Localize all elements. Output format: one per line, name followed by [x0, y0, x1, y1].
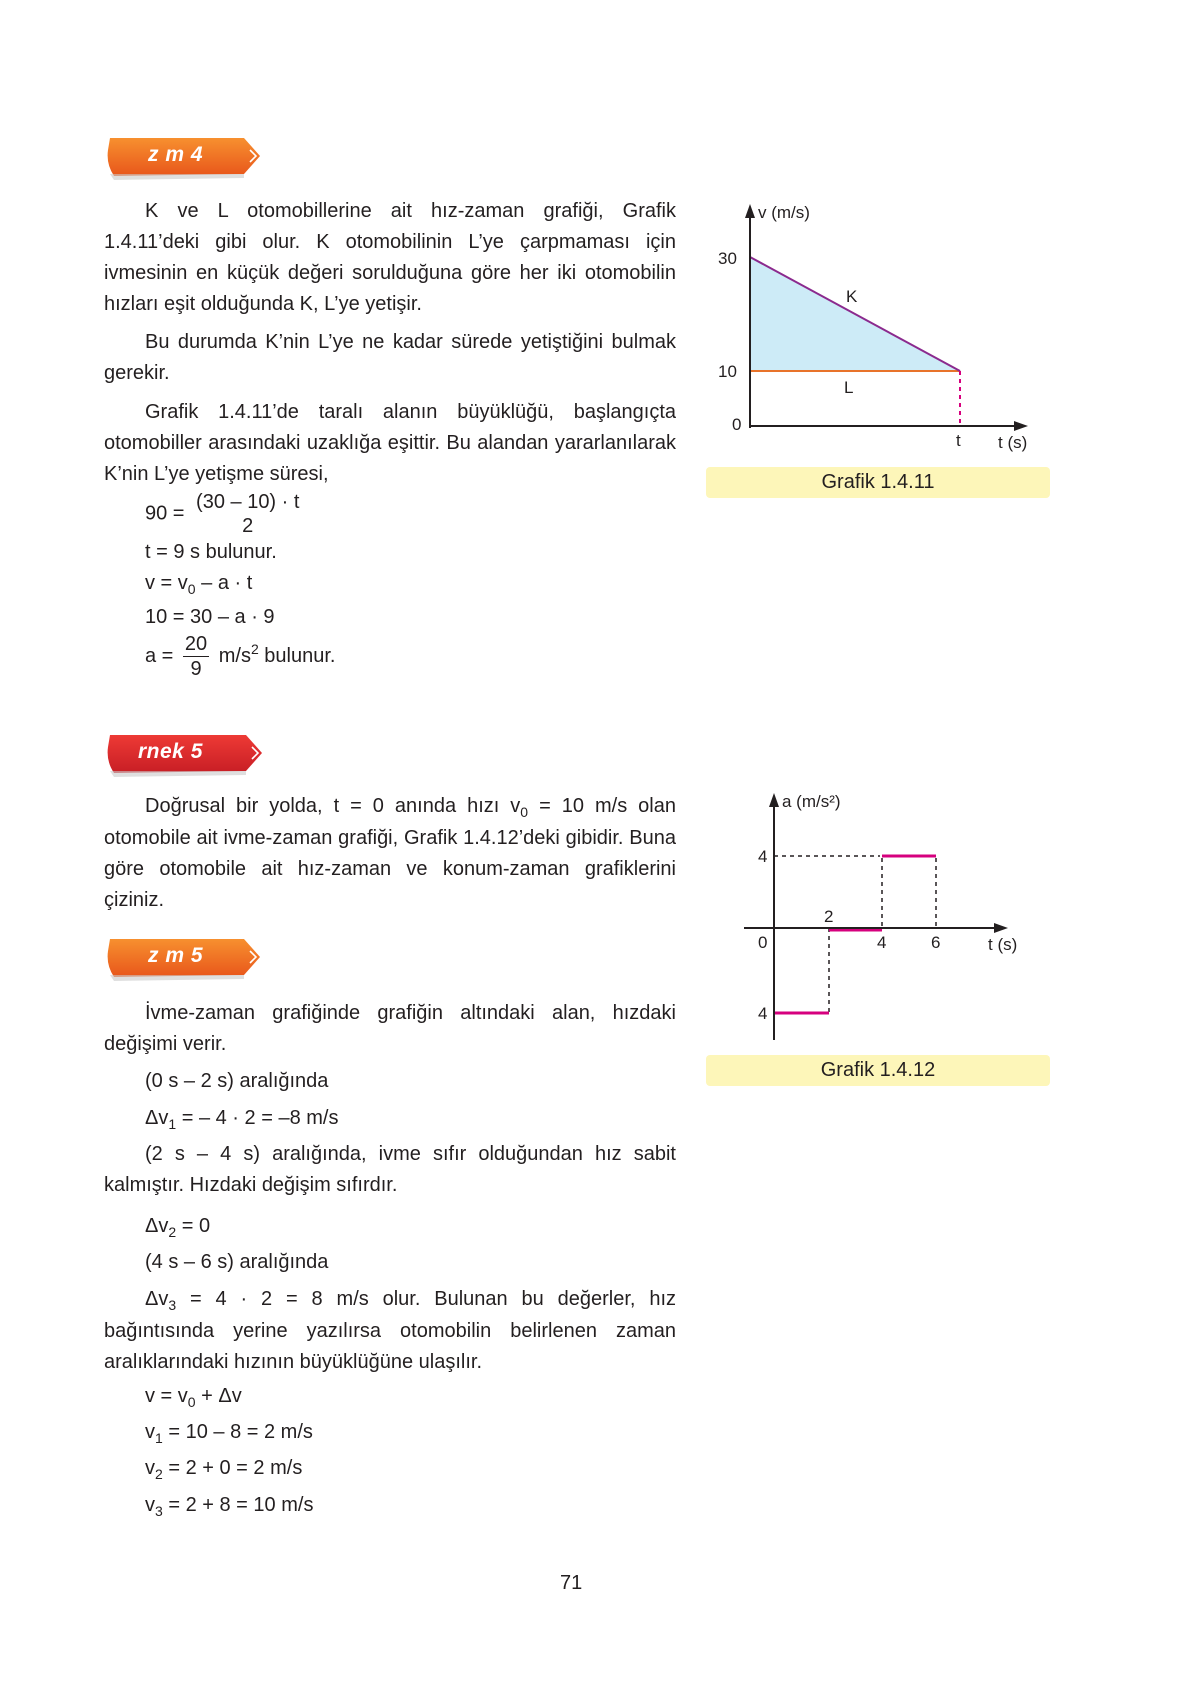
cozum4-equation-2: t = 9 s bulunur. [145, 541, 277, 563]
cozum4-tag-label: z m 4 [148, 143, 204, 166]
cozum5-p1-text: İvme-zaman grafiğinde grafiğin altındaki alan, hızdaki değişimi verir. [104, 1002, 676, 1055]
l5-part-a: v = v [145, 1385, 188, 1407]
y-tick-4-positive: 4 [758, 847, 768, 866]
v-axis-arrow-icon [745, 204, 755, 218]
eq5-unit: m/s [218, 644, 251, 667]
cozum5-p2-text: (2 s – 4 s) aralığında, ivme sıfır olduğundan hız sabit kalmıştır. Hızdaki değişim sıfırdır. [104, 1143, 676, 1196]
cozum4-equation-1 [145, 490, 305, 538]
cozum5-line-3 [145, 1211, 210, 1243]
cozum5-line-7 [145, 1453, 302, 1485]
l2-part-a: Δv [145, 1107, 169, 1129]
ornek5-tag [104, 731, 264, 779]
ornek5-paragraph [104, 791, 676, 916]
eq5-numerator: 20 [184, 633, 208, 655]
cozum4-p2-text: Bu durumda K’nin L’ye ne kadar sürede yetiştiğini bulmak gerekir. [104, 331, 676, 384]
p3-part-a: Δv [145, 1288, 169, 1310]
eq1-lhs: 90 = [145, 502, 185, 525]
cozum5-line-2 [145, 1103, 338, 1135]
eq5-superscript: 2 [250, 640, 259, 657]
graph-1-4-11-caption: Grafik 1.4.11 [706, 467, 1050, 498]
eq5-tail: bulunur. [258, 644, 336, 667]
l3-part-a: Δv [145, 1215, 169, 1237]
l6-part-a: v [145, 1421, 155, 1443]
l2-subscript: 1 [168, 1116, 177, 1132]
origin-label: 0 [758, 933, 768, 952]
graph-1-4-12 [700, 785, 1050, 1045]
t-axis-arrow-icon [994, 923, 1008, 933]
ornek5-p1-part-a: Doğrusal bir yolda, t = 0 anında hızı v [145, 795, 521, 817]
l7-subscript: 2 [155, 1466, 163, 1482]
cozum4-tag [104, 134, 264, 182]
origin-label: 0 [732, 415, 742, 434]
l6-subscript: 1 [155, 1430, 163, 1446]
cozum5-line-4: (4 s – 6 s) aralığında [145, 1251, 329, 1273]
L-label: L [844, 378, 854, 397]
y-tick-4-negative: 4 [758, 1004, 768, 1023]
cozum4-p3-text: Grafik 1.4.11’de taralı alanın büyüklüğü, başlangıçta otomobiller arasındaki uzaklığa eşittir. Bu alandan yararlanılarak K’nin L’ye yetişme süresi, [104, 401, 676, 485]
ornek5-tag-label: rnek 5 [138, 740, 203, 763]
x-tick-6: 6 [931, 933, 941, 952]
l2-part-b: = – 4 · 2 = –8 m/s [176, 1107, 339, 1129]
eq5-lhs: a = [145, 644, 174, 667]
t-axis-arrow-icon [1014, 421, 1028, 431]
ornek5-p1-subscript: 0 [520, 804, 529, 820]
cozum4-equation-5 [145, 632, 335, 681]
l5-part-b: + Δv [195, 1385, 242, 1407]
eq3-part-a: v = v [145, 572, 188, 594]
l7-part-a: v [145, 1457, 155, 1479]
cozum4-equation-3 [145, 568, 252, 600]
cozum5-line-5 [145, 1381, 242, 1413]
l3-part-b: = 0 [176, 1215, 211, 1237]
eq3-subscript: 0 [187, 581, 196, 597]
y-tick-10: 10 [718, 362, 737, 381]
cozum5-paragraph-1 [104, 998, 676, 1060]
a-axis-label: a (m/s²) [782, 792, 841, 811]
cozum5-tag-label: z m 5 [148, 944, 204, 967]
cozum4-equation-4: 10 = 30 – a · 9 [145, 606, 275, 628]
l8-subscript: 3 [155, 1503, 163, 1519]
cozum4-paragraph-2 [104, 327, 676, 389]
l8-part-a: v [145, 1494, 155, 1516]
l3-subscript: 2 [168, 1224, 177, 1240]
cozum5-line-8 [145, 1490, 313, 1522]
eq3-part-b: – a · t [195, 572, 253, 594]
eq1-numerator: (30 – 10) · t [196, 491, 300, 513]
K-label: K [846, 287, 858, 306]
eq5-fraction [183, 632, 209, 681]
cozum4-p1-text: K ve L otomobillerine ait hız-zaman grafiği, Grafik 1.4.11’deki gibi olur. K otomobilinin L’ye çarpmaması için ivmesinin en küçük değeri sorulduğuna göre her iki otomobilin hızları eşit olduğunda K, L’ye yetişir. [104, 200, 676, 315]
cozum5-line-6 [145, 1417, 313, 1449]
eq5-denominator: 9 [190, 658, 202, 680]
graph-1-4-12-caption: Grafik 1.4.12 [706, 1055, 1050, 1086]
a-axis-arrow-icon [769, 793, 779, 807]
eq1-fraction [194, 490, 301, 538]
cozum4-paragraph-3 [104, 397, 676, 490]
cozum4-paragraph-1 [104, 196, 676, 320]
y-tick-30: 30 [718, 249, 737, 268]
graph-1-4-11 [700, 196, 1050, 456]
l7-part-b: = 2 + 0 = 2 m/s [162, 1457, 303, 1479]
p3-subscript: 3 [168, 1297, 177, 1313]
page-number: 71 [560, 1572, 583, 1594]
l8-part-b: = 2 + 8 = 10 m/s [162, 1494, 314, 1516]
eq1-denominator: 2 [242, 515, 254, 537]
x-tick-2: 2 [824, 907, 834, 926]
v-axis-label: v (m/s) [758, 203, 810, 222]
x-tick-t: t [956, 431, 961, 450]
t-axis-label: t (s) [998, 433, 1028, 452]
cozum5-paragraph-3 [104, 1284, 676, 1378]
l6-part-b: = 10 – 8 = 2 m/s [162, 1421, 313, 1443]
ornek5-p1-part-b: = 10 m/s olan otomobile ait ivme-zaman grafiği, Grafik 1.4.12’deki gibidir. Buna göre otomobile ait hız-zaman ve konum-zaman grafiklerini çiziniz. [104, 795, 676, 911]
l5-subscript: 0 [187, 1394, 196, 1410]
cozum5-tag [104, 935, 264, 983]
x-tick-4: 4 [877, 933, 887, 952]
cozum5-paragraph-2 [104, 1139, 676, 1201]
cozum5-line-1: (0 s – 2 s) aralığında [145, 1070, 329, 1092]
p3-part-b: = 4 · 2 = 8 m/s olur. Bulunan bu değerler, hız bağıntısında yerine yazılırsa otomobilin belirlenen zaman aralıklarındaki hızının büyüklüğüne ulaşılır. [104, 1288, 676, 1373]
t-axis-label: t (s) [988, 935, 1018, 954]
